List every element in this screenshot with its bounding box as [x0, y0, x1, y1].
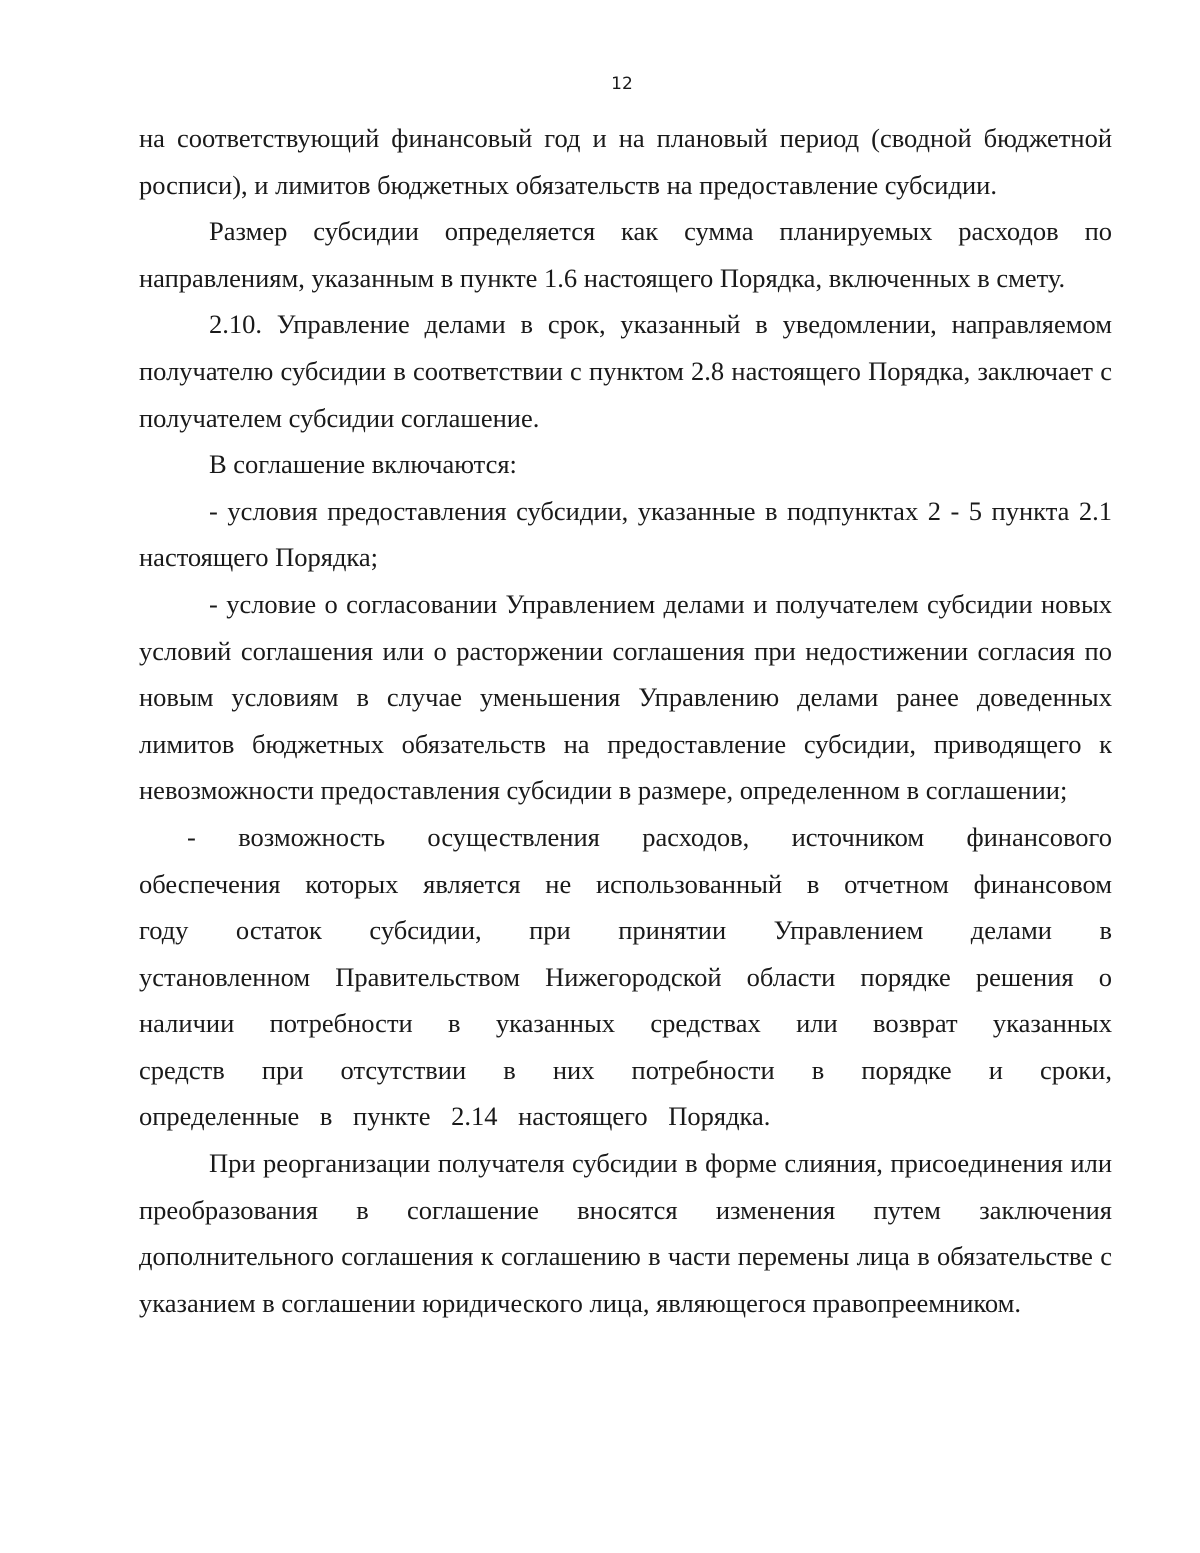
- list-item-conditions: - условия предоставления субсидии, указанные в подпунктах 2 - 5 пункта 2.1 настоящего Порядка;: [139, 495, 1112, 573]
- list-item-approval-condition: - условие о согласовании Управлением делами и получателем субсидии новых условий соглашения или о расторжении соглашения при недостижении согласия по новым условиям в случае уменьшения Управлению делами ранее доведенных лимитов бюджетных обязательств на предоставление субсидии, приводящего к невозможности предоставления субсидии в размере, определенном в соглашении;: [139, 588, 1112, 806]
- page-number: 12: [611, 74, 633, 94]
- paragraph-2-10: 2.10. Управление делами в срок, указанный в уведомлении, направляемом получателю субсидии в соответствии с пунктом 2.8 настоящего Порядка, заключает с получателем субсидии соглашение.: [139, 309, 1112, 433]
- paragraph-subsidy-size: Размер субсидии определяется как сумма планируемых расходов по направлениям, указанным в пункте 1.6 настоящего Порядка, включенных в смету.: [139, 216, 1112, 293]
- paragraph-agreement-includes: В соглашение включаются:: [209, 449, 517, 480]
- paragraph-continuation: на соответствующий финансовый год и на плановый период (сводной бюджетной росписи), и лимитов бюджетных обязательств на предоставление субсидии.: [139, 123, 1112, 200]
- list-item-expenses-possibility: - возможность осуществления расходов, источником финансового обеспечения которых является не использованный в отчетном финансовом году остаток субсидии, при принятии Управлением делами в установленном Правительством Нижегородской области порядке решения о наличии потребности в указанных средствах или возврат указанных средств при отсутствии в них потребности в порядке и сроки, определенные в пункте 2.14 настоящего Порядка.: [139, 821, 1112, 1132]
- document-body: [139, 115, 1112, 1326]
- paragraph-reorganization: При реорганизации получателя субсидии в форме слияния, присоединения или преобразования в соглашение вносятся изменения путем заключения дополнительного соглашения к соглашению в части перемены лица в обязательстве с указанием в соглашении юридического лица, являющегося правопреемником.: [139, 1148, 1112, 1318]
